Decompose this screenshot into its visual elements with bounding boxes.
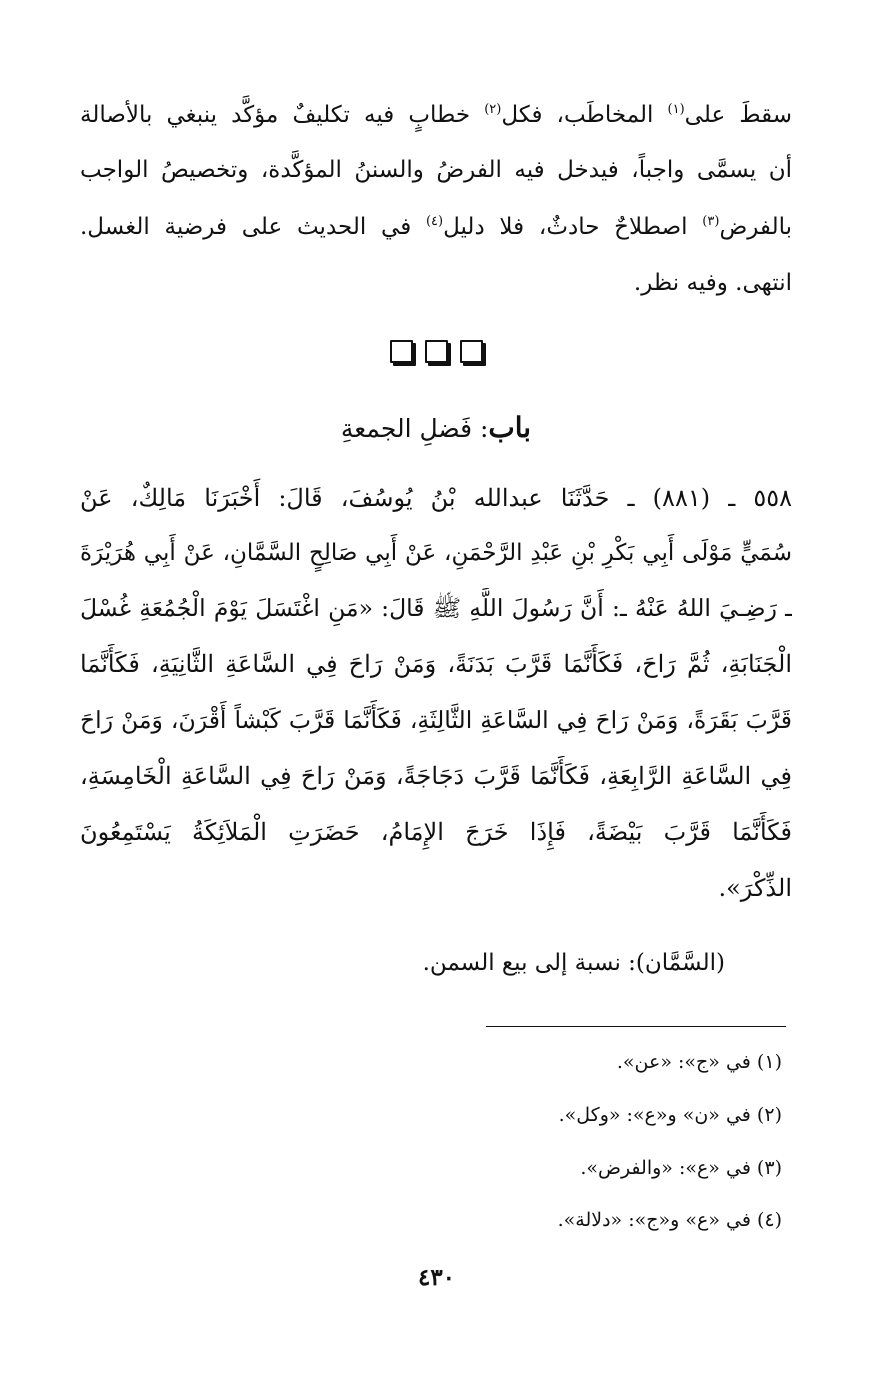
footnote-ref-3[interactable]: (٣) [702, 214, 720, 229]
page-number: ٤٣٠ [417, 1264, 456, 1291]
chapter-heading [80, 408, 792, 449]
footnote-ref-4[interactable]: (٤) [425, 214, 444, 229]
intro-line-1: سقطَ على$^{(١)}$ المخاطَب، فكل$^{(٢)}$ خطابٍ فيه تكليفٌ مؤكَّد ينبغي بالأصالة [80, 102, 792, 128]
hadith-line-5: قَرَّبَ بَقَرَةً، وَمَنْ رَاحَ فِي السَّاعَةِ الثَّالِثَةِ، فَكَأَنَّمَا قَرَّبَ كَبْشاً أَقْرَنَ، وَمَنْ رَاحَ [80, 706, 792, 734]
footnote-ref-1[interactable]: (١) [667, 102, 685, 117]
footnote-4: (٤) في «ع» و«ج»: «دلالة». [557, 1209, 782, 1231]
intro-line-2: أن يسمَّى واجباً، فيدخل فيه الفرضُ والسننُ المؤكَّدة، وتخصيصُ الواجب [80, 157, 792, 183]
hadith-line-3: ـ رَضِـيَ اللهُ عَنْهُ ـ: أَنَّ رَسُولَ اللَّهِ ﷺ قَالَ: «مَنِ اغْتَسَلَ يَوْمَ الْجُمُعَةِ غُسْلَ [80, 594, 792, 622]
explanatory-note: (السَّمَّان): نسبة إلى بيع السمن. [422, 950, 725, 976]
chapter-title: : فَضلِ الجمعةِ [340, 414, 489, 443]
square-ornament-icon [460, 340, 483, 363]
hadith-line-2: سُمَيٍّ مَوْلَى أَبِي بَكْرِ بْنِ عَبْدِ الرَّحْمَنِ، عَنْ أَبِي صَالِحٍ السَّمَّانِ، عَنْ أَبِي هُرَيْرَةَ [80, 540, 792, 566]
hadith-line-7: فَكَأَنَّمَا قَرَّبَ بَيْضَةً، فَإِذَا خَرَجَ الإِمَامُ، حَضَرَتِ الْمَلاَئِكَةُ يَسْتَمِعُونَ [80, 818, 792, 846]
hadith-line-1: ٥٥٨ ـ (٨٨١) ـ حَدَّثَنَا عبدالله بْنُ يُوسُفَ، قَالَ: أَخْبَرَنَا مَالِكٌ، عَنْ [80, 484, 792, 512]
hadith-line-4: الْجَنَابَةِ، ثُمَّ رَاحَ، فَكَأَنَّمَا قَرَّبَ بَدَنَةً، وَمَنْ رَاحَ فِي السَّاعَةِ الثَّانِيَةِ، فَكَأَنَّمَا [80, 650, 792, 678]
chapter-keyword: باب [488, 411, 532, 444]
footnote-2: (٢) في «ن» و«ع»: «وكل». [558, 1104, 782, 1126]
footnote-3: (٣) في «ع»: «والفرض». [580, 1157, 782, 1179]
footnote-1: (١) في «ج»: «عن». [616, 1051, 782, 1073]
section-separator [0, 340, 873, 363]
intro-line-3: بالفرض$^{(٣)}$ اصطلاحٌ حادثٌ، فلا دليل$^{(٤)}$ في الحديث على فرضية الغسل. [80, 214, 792, 240]
square-ornament-icon [390, 340, 413, 363]
square-ornament-icon [425, 340, 448, 363]
intro-line-4: انتهى. وفيه نظر. [633, 270, 792, 296]
hadith-line-6: فِي السَّاعَةِ الرَّابِعَةِ، فَكَأَنَّمَا قَرَّبَ دَجَاجَةً، وَمَنْ رَاحَ فِي السَّاعَةِ الْخَامِسَةِ، [80, 762, 792, 790]
footnote-divider [486, 1026, 786, 1027]
hadith-line-8: الذِّكْرَ». [718, 874, 792, 902]
footnote-ref-2[interactable]: (٢) [484, 102, 502, 117]
